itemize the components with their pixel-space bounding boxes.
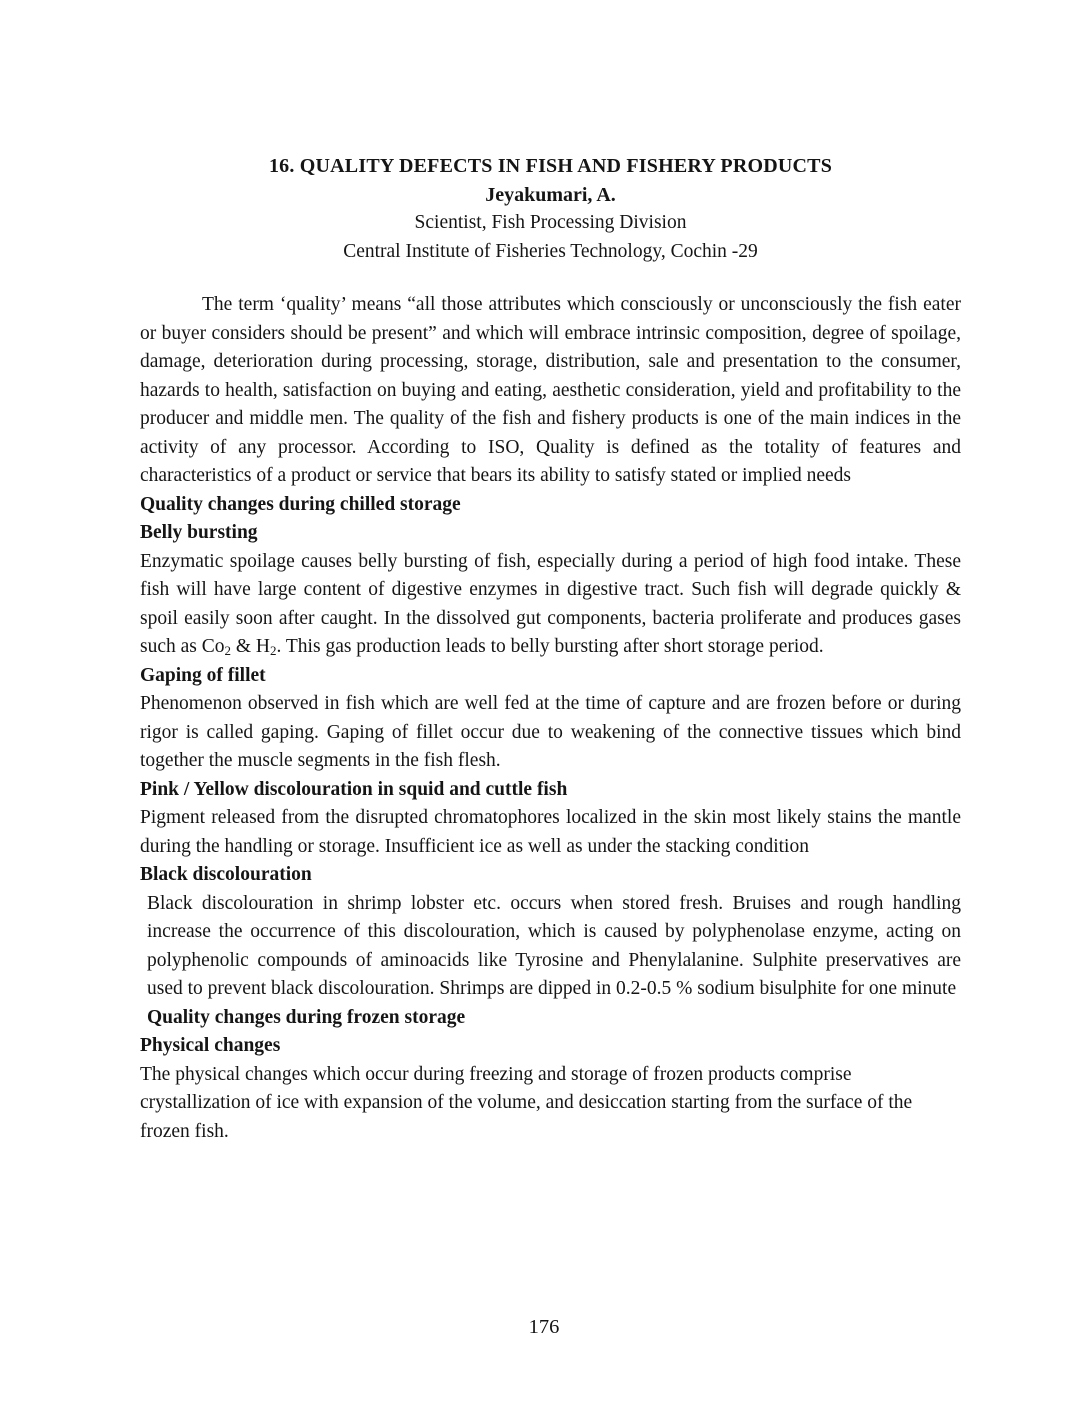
subsection-heading-belly-bursting: Belly bursting — [140, 522, 258, 543]
author-affiliation-line1: Scientist, Fish Processing Division — [414, 212, 687, 233]
page-number: 176 — [528, 1316, 560, 1338]
subsection-heading-pink-yellow: Pink / Yellow discolouration in squid and cuttle fish — [140, 778, 568, 800]
belly-bursting-text-3: . This gas production leads to belly bursting after short storage period. — [276, 636, 824, 657]
belly-bursting-paragraph — [140, 548, 961, 662]
pink-yellow-paragraph: Pigment released from the disrupted chromatophores localized in the skin most likely stains the mantle during the handling or storage. Insufficient ice as well as under the stacking condition — [140, 807, 961, 857]
h2-subscript: 2 — [270, 643, 277, 658]
physical-changes-paragraph: The physical changes which occur during freezing and storage of frozen products comprise crystallization of ice with expansion of the volume, and desiccation starting from the surface of the frozen fish. — [140, 1063, 913, 1142]
subsection-heading-gaping: Gaping of fillet — [140, 664, 266, 686]
co2-subscript: 2 — [224, 643, 231, 658]
text-block — [140, 152, 961, 1146]
section-heading-chilled-storage: Quality changes during chilled storage — [140, 493, 461, 515]
author-affiliation-line2: Central Institute of Fisheries Technology, Cochin -29 — [343, 240, 758, 262]
document-title: 16. QUALITY DEFECTS IN FISH AND FISHERY PRODUCTS — [268, 155, 833, 177]
belly-bursting-text-2: & H — [231, 636, 270, 657]
belly-bursting-text-1: Enzymatic spoilage causes belly bursting of fish, especially during a period of high food intake. These fish will have large content of digestive enzymes in digestive tract. Such fish will degrade quickly & spoil easily soon after caught. In the dissolved gut components, bacteria proliferate and produces gases such as Co — [140, 550, 961, 657]
subsection-heading-black-discolouration: Black discolouration — [140, 864, 312, 885]
intro-paragraph: The term ‘quality’ means “all those attributes which consciously or unconsciously the fish eater or buyer considers should be present” and which will embrace intrinsic composition, degree of spoilage, damage, deterioration during processing, storage, distribution, sale and presentation to the consumer, hazards to health, satisfaction on buying and eating, aesthetic consideration, yield and profitability to the producer and middle men. The quality of the fish and fishery products is one of the main indices in the activity of any processor. According to ISO, Quality is defined as the totality of features and characteristics of a product or service that bears its ability to satisfy stated or implied needs — [140, 294, 961, 486]
black-discolouration-paragraph: Black discolouration in shrimp lobster etc. occurs when stored fresh. Bruises and rough handling increase the occurrence of this discolouration, which is caused by polyphenolase enzyme, acting on polyphenolic compounds of aminoacids like Tyrosine and Phenylalanine. Sulphite preservatives are used to prevent black discolouration. Shrimps are dipped in 0.2-0.5 % sodium bisulphite for one minute — [147, 892, 961, 999]
gaping-paragraph: Phenomenon observed in fish which are well fed at the time of capture and are frozen before or during rigor is called gaping. Gaping of fillet occur due to weakening of the connective tissues which bind together the muscle segments in the fish flesh. — [140, 693, 961, 771]
author-name: Jeyakumari, A. — [485, 183, 616, 206]
subsection-heading-physical-changes: Physical changes — [140, 1035, 281, 1056]
section-heading-frozen-storage: Quality changes during frozen storage — [147, 1006, 466, 1028]
document-header — [140, 152, 961, 266]
